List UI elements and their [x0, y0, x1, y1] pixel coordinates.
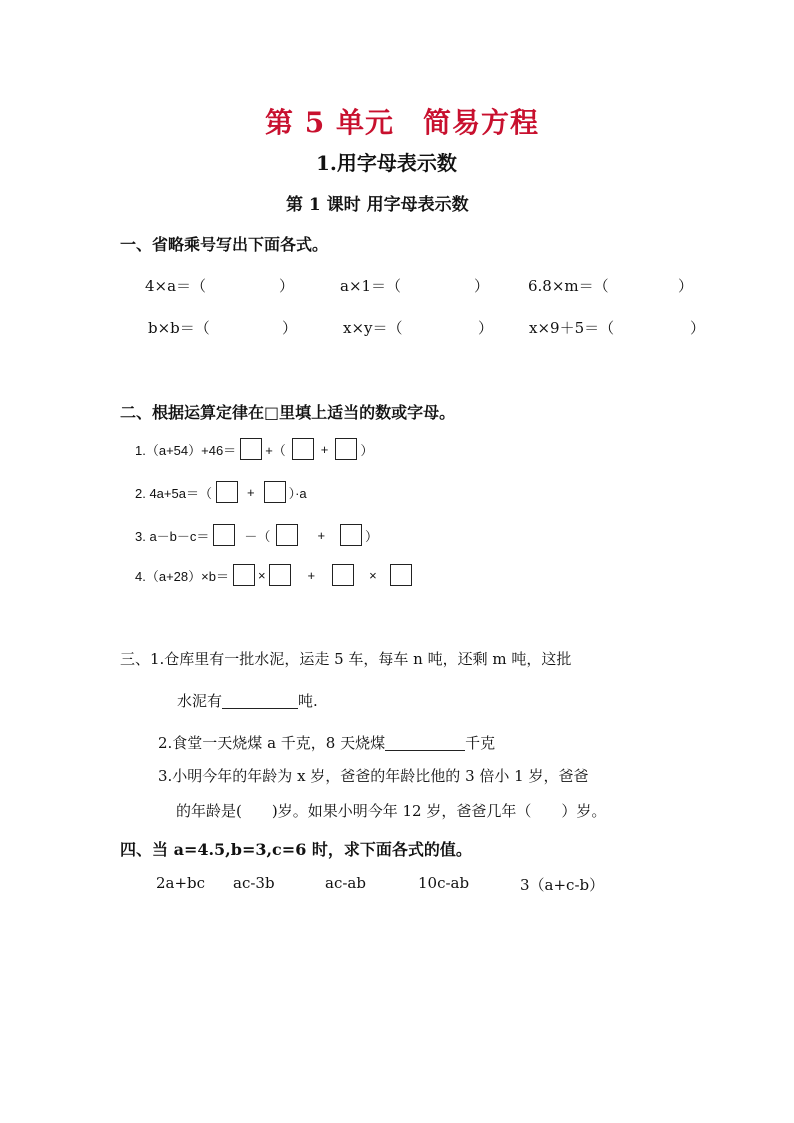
part1-item-1-open: 4×a＝（ — [145, 277, 207, 295]
part3-q2-b: 千克 — [465, 734, 496, 752]
answer-box[interactable] — [335, 438, 357, 460]
part1-heading: 一、省略乘号写出下面各式。 — [120, 235, 329, 254]
part3-q1-line2-a: 水泥有 — [177, 692, 223, 710]
part2-q1 — [135, 438, 373, 460]
part3-q1-line1: 三、1.仓库里有一批水泥，运走 5 车，每车 n 吨，还剩 m 吨，这批 — [120, 650, 572, 668]
part2-q1-close: ） — [360, 442, 374, 458]
part2-q2-plus: + — [246, 484, 255, 500]
part2-q2-close: ）·a — [288, 485, 307, 501]
part2-q2 — [135, 481, 307, 503]
part4-expr-4: 10c-ab — [418, 874, 470, 892]
part3-q1-line2-b: 吨. — [298, 692, 318, 710]
part2-q2-prefix: 2. 4a+5a＝（ — [135, 485, 212, 501]
part1-item-4-close: ） — [282, 319, 298, 337]
part1-item-5-open: x×y＝（ — [343, 319, 403, 337]
part1-item-3-close: ） — [678, 277, 694, 295]
part4-heading: 四、当 a=4.5,b=3,c=6 时，求下面各式的值。 — [120, 840, 472, 859]
part2-q4-plus: + — [307, 567, 316, 583]
part2-q1-plus: +（ — [265, 442, 286, 458]
part1-item-6-open: x×9＋5＝（ — [529, 319, 615, 337]
part2-q3-prefix: 3. a－b－c＝ — [135, 528, 210, 544]
part3-q2-a: 2.食堂一天烧煤 a 千克，8 天烧煤 — [158, 734, 386, 752]
part2-q4-times2: × — [369, 567, 377, 583]
part4-expr-3: ac-ab — [325, 874, 366, 892]
part2-q4 — [135, 564, 415, 586]
answer-box[interactable] — [276, 524, 298, 546]
part3-q3-line1: 3.小明今年的年龄为 x 岁，爸爸的年龄比他的 3 倍小 1 岁，爸爸 — [158, 767, 589, 785]
answer-box[interactable] — [233, 564, 255, 586]
part2-q4-prefix: 4.（a+28）×b＝ — [135, 568, 229, 584]
answer-blank[interactable] — [222, 692, 298, 709]
part2-q3-close: ） — [365, 528, 379, 544]
part1-item-1-close: ） — [279, 277, 295, 295]
part1-item-5-close: ） — [478, 319, 494, 337]
part3-q2 — [158, 732, 495, 753]
unit-title: 第 5 单元 简易方程 — [265, 106, 539, 139]
answer-box[interactable] — [292, 438, 314, 460]
part2-q3-plus: + — [317, 527, 326, 543]
part3-q3-line2: 的年龄是( )岁。如果小明今年 12 岁，爸爸几年（ ）岁。 — [176, 802, 607, 820]
answer-box[interactable] — [240, 438, 262, 460]
part2-q4-times: × — [257, 567, 266, 583]
part2-q1-plus2: + — [320, 441, 329, 457]
part2-heading: 二、根据运算定律在□里填上适当的数或字母。 — [120, 403, 456, 422]
part4-expr-5: 3（a+c-b） — [520, 876, 605, 894]
answer-box[interactable] — [332, 564, 354, 586]
part4-expr-2: ac-3b — [233, 874, 275, 892]
answer-box[interactable] — [340, 524, 362, 546]
answer-box[interactable] — [264, 481, 286, 503]
part2-q3-minus: －（ — [244, 528, 271, 544]
part2-q1-prefix: 1.（a+54）+46＝ — [135, 442, 237, 458]
part1-item-2-close: ） — [474, 277, 490, 295]
answer-box[interactable] — [390, 564, 412, 586]
part3-q1-line2 — [177, 690, 318, 711]
part1-item-4-open: b×b＝（ — [148, 319, 210, 337]
part1-item-2-open: a×1＝（ — [340, 277, 402, 295]
part1-item-6-close: ） — [690, 319, 706, 337]
answer-box[interactable] — [216, 481, 238, 503]
answer-blank[interactable] — [385, 734, 465, 751]
answer-box[interactable] — [213, 524, 235, 546]
section-title: 1.用字母表示数 — [316, 151, 457, 175]
answer-box[interactable] — [269, 564, 291, 586]
part4-expr-1: 2a+bc — [156, 874, 206, 892]
lesson-title: 第 1 课时 用字母表示数 — [286, 195, 469, 215]
part1-item-3-open: 6.8×m＝（ — [528, 277, 609, 295]
part2-q3 — [135, 524, 378, 546]
